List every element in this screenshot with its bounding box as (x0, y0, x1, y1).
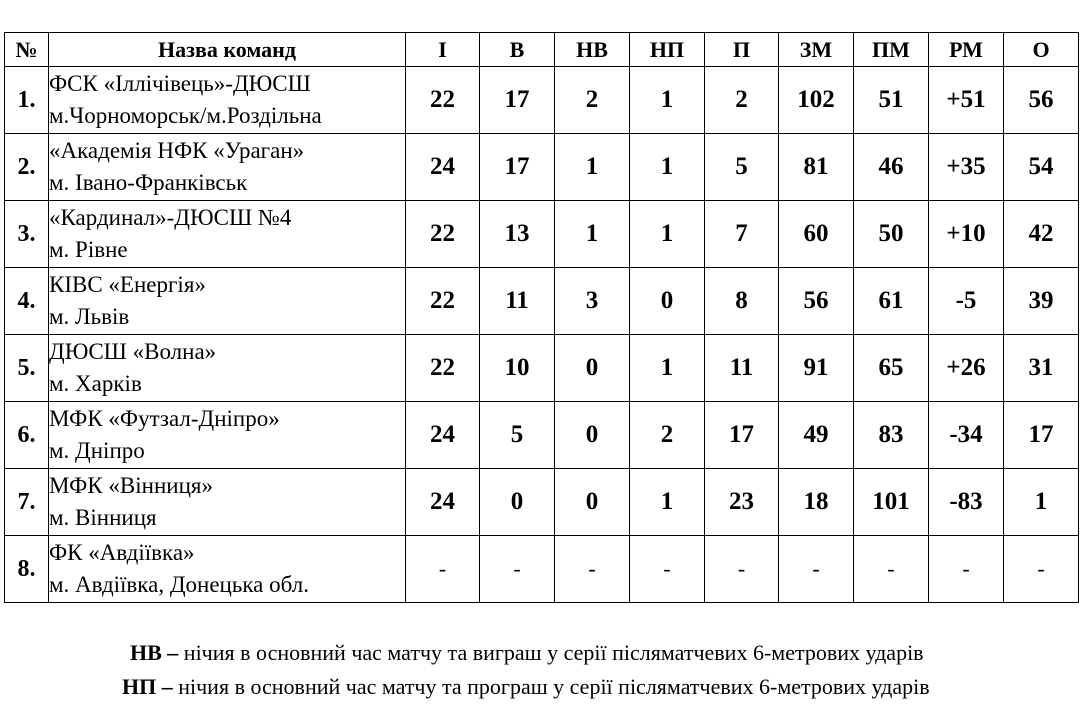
goals-conceded-cell: 83 (854, 402, 929, 469)
games-cell: - (406, 536, 480, 603)
losses-cell: 7 (705, 201, 779, 268)
wins-cell: 5 (480, 402, 555, 469)
legend-abbr: НВ – (130, 640, 179, 665)
goals-scored-cell: 60 (779, 201, 854, 268)
header-wins: В (480, 33, 555, 67)
table-row (5, 268, 1079, 335)
games-cell: 24 (406, 469, 480, 536)
draw-shootout-wins-cell: 0 (555, 469, 630, 536)
team-city: м. Івано-Франківськ (49, 170, 248, 195)
games-cell: 22 (406, 67, 480, 134)
losses-cell: 5 (705, 134, 779, 201)
draw-shootout-losses-cell: 1 (630, 134, 705, 201)
header-goals-conceded: ПМ (854, 33, 929, 67)
team-name: ФК «Авдіївка» (49, 540, 195, 565)
losses-cell: 2 (705, 67, 779, 134)
position-cell: 3. (5, 201, 49, 268)
team-cell (49, 67, 406, 134)
position-cell: 5. (5, 335, 49, 402)
draw-shootout-wins-cell: - (555, 536, 630, 603)
goal-difference-cell: +10 (929, 201, 1004, 268)
wins-cell: 10 (480, 335, 555, 402)
goal-difference-cell: +26 (929, 335, 1004, 402)
team-city: м. Львів (49, 304, 130, 329)
team-name: ФСК «Іллічівець»-ДЮСШ (49, 71, 311, 96)
header-points: О (1004, 33, 1079, 67)
losses-cell: 8 (705, 268, 779, 335)
points-cell: 54 (1004, 134, 1079, 201)
team-city: м. Вінниця (49, 505, 157, 530)
goals-scored-cell: 81 (779, 134, 854, 201)
team-cell (49, 469, 406, 536)
draw-shootout-losses-cell: - (630, 536, 705, 603)
points-cell: 1 (1004, 469, 1079, 536)
goals-scored-cell: 49 (779, 402, 854, 469)
goals-scored-cell: 91 (779, 335, 854, 402)
team-city: м. Рівне (49, 237, 128, 262)
wins-cell: 17 (480, 67, 555, 134)
team-cell (49, 536, 406, 603)
draw-shootout-losses-cell: 1 (630, 469, 705, 536)
draw-shootout-wins-cell: 0 (555, 402, 630, 469)
points-cell: 31 (1004, 335, 1079, 402)
team-city: м.Чорноморськ/м.Роздільна (49, 103, 322, 128)
points-cell: 56 (1004, 67, 1079, 134)
goal-difference-cell: -5 (929, 268, 1004, 335)
legend-text: нічия в основний час матчу та програш у серії післяматчевих 6-метрових ударів (172, 674, 930, 699)
goal-difference-cell: -83 (929, 469, 1004, 536)
table-row (5, 469, 1079, 536)
draw-shootout-losses-cell: 1 (630, 335, 705, 402)
games-cell: 24 (406, 134, 480, 201)
games-cell: 22 (406, 201, 480, 268)
losses-cell: 17 (705, 402, 779, 469)
table-row (5, 134, 1079, 201)
table-header-row (5, 33, 1079, 67)
points-cell: - (1004, 536, 1079, 603)
goals-conceded-cell: 65 (854, 335, 929, 402)
goals-scored-cell: 102 (779, 67, 854, 134)
header-draw-shootout-losses: НП (630, 33, 705, 67)
goals-scored-cell: - (779, 536, 854, 603)
team-city: м. Авдіївка, Донецька обл. (49, 572, 309, 597)
losses-cell: - (705, 536, 779, 603)
legend-text: нічия в основний час матчу та виграш у серії післяматчевих 6-метрових ударів (178, 640, 924, 665)
goal-difference-cell: -34 (929, 402, 1004, 469)
header-number: № (5, 33, 49, 67)
table-row (5, 402, 1079, 469)
standings-table (4, 32, 1079, 603)
position-cell: 4. (5, 268, 49, 335)
team-city: м. Дніпро (49, 438, 145, 463)
goals-conceded-cell: 51 (854, 67, 929, 134)
draw-shootout-wins-cell: 2 (555, 67, 630, 134)
goals-conceded-cell: 50 (854, 201, 929, 268)
losses-cell: 23 (705, 469, 779, 536)
team-name: МФК «Футзал-Дніпро» (49, 406, 280, 431)
position-cell: 2. (5, 134, 49, 201)
losses-cell: 11 (705, 335, 779, 402)
wins-cell: - (480, 536, 555, 603)
goals-conceded-cell: 46 (854, 134, 929, 201)
legend-line-nv (130, 640, 924, 666)
team-name: «Кардинал»-ДЮСШ №4 (49, 205, 292, 230)
legend-abbr: НП – (122, 674, 173, 699)
header-draw-shootout-wins: НВ (555, 33, 630, 67)
team-cell (49, 201, 406, 268)
header-goals-scored: ЗМ (779, 33, 854, 67)
draw-shootout-losses-cell: 1 (630, 67, 705, 134)
wins-cell: 11 (480, 268, 555, 335)
draw-shootout-losses-cell: 2 (630, 402, 705, 469)
draw-shootout-wins-cell: 1 (555, 134, 630, 201)
position-cell: 7. (5, 469, 49, 536)
position-cell: 6. (5, 402, 49, 469)
header-team-name: Назва команд (49, 33, 406, 67)
games-cell: 22 (406, 335, 480, 402)
team-name: МФК «Вінниця» (49, 473, 213, 498)
goal-difference-cell: +35 (929, 134, 1004, 201)
team-cell (49, 335, 406, 402)
team-name: ДЮСШ «Волна» (49, 339, 217, 364)
team-cell (49, 134, 406, 201)
team-name: КІВС «Енергія» (49, 272, 206, 297)
team-name: «Академія НФК «Ураган» (49, 138, 305, 163)
wins-cell: 0 (480, 469, 555, 536)
games-cell: 24 (406, 402, 480, 469)
legend-line-np (122, 674, 930, 700)
points-cell: 42 (1004, 201, 1079, 268)
draw-shootout-wins-cell: 3 (555, 268, 630, 335)
draw-shootout-wins-cell: 0 (555, 335, 630, 402)
goals-conceded-cell: 101 (854, 469, 929, 536)
goals-conceded-cell: 61 (854, 268, 929, 335)
points-cell: 39 (1004, 268, 1079, 335)
goal-difference-cell: +51 (929, 67, 1004, 134)
draw-shootout-losses-cell: 1 (630, 201, 705, 268)
goals-scored-cell: 56 (779, 268, 854, 335)
table-row (5, 335, 1079, 402)
header-goal-difference: РМ (929, 33, 1004, 67)
table-row (5, 201, 1079, 268)
team-cell (49, 402, 406, 469)
position-cell: 8. (5, 536, 49, 603)
games-cell: 22 (406, 268, 480, 335)
goals-conceded-cell: - (854, 536, 929, 603)
table-body (5, 67, 1079, 603)
goals-scored-cell: 18 (779, 469, 854, 536)
wins-cell: 17 (480, 134, 555, 201)
table-row (5, 536, 1079, 603)
draw-shootout-losses-cell: 0 (630, 268, 705, 335)
header-losses: П (705, 33, 779, 67)
team-city: м. Харків (49, 371, 142, 396)
draw-shootout-wins-cell: 1 (555, 201, 630, 268)
table-row (5, 67, 1079, 134)
header-games: І (406, 33, 480, 67)
position-cell: 1. (5, 67, 49, 134)
points-cell: 17 (1004, 402, 1079, 469)
team-cell (49, 268, 406, 335)
wins-cell: 13 (480, 201, 555, 268)
goal-difference-cell: - (929, 536, 1004, 603)
